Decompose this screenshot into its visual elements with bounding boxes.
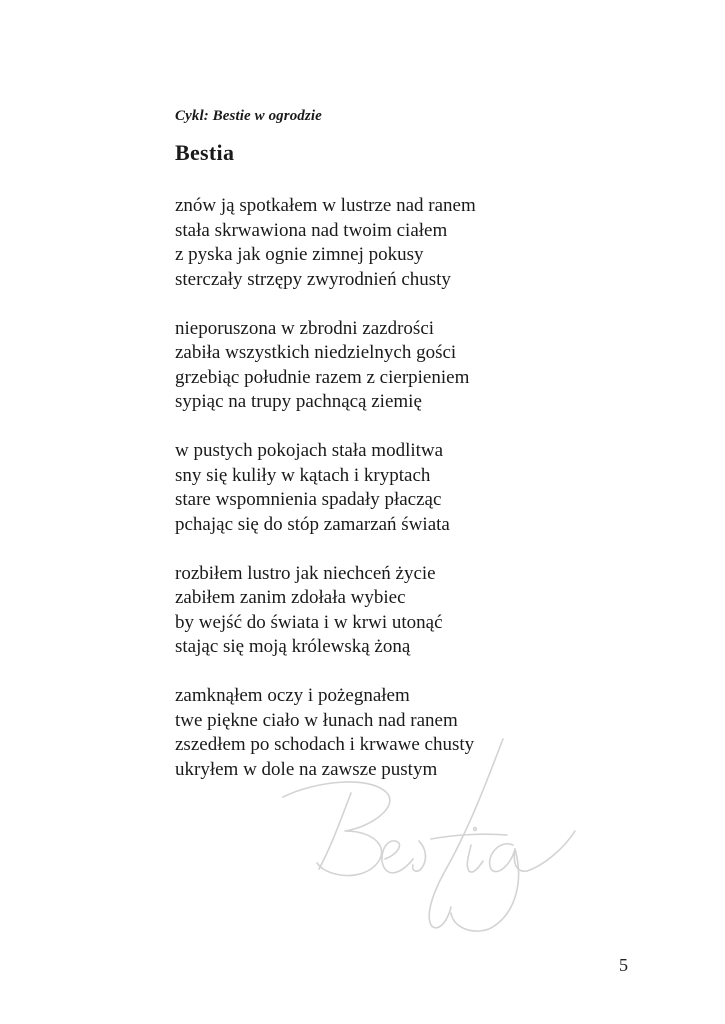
poem-line: sterczały strzępy zwyrodnień chusty [175, 268, 451, 290]
poem-line: sypiąc na trupy pachnącą ziemię [175, 391, 422, 412]
poem-line: nieporuszona w zbrodni zazdrości [175, 317, 435, 339]
cycle-subtitle: Cykl: Bestie w ogrodzie [175, 108, 322, 124]
poem-line: sny się kuliły w kątach i kryptach [175, 464, 431, 486]
poem-line: grzebiąc południe razem z cierpieniem [175, 366, 470, 388]
poem-line: stare wspomnienia spadały płacząc [175, 489, 442, 510]
stanza-2 [175, 317, 575, 415]
stanza-1 [175, 194, 575, 292]
poem-line: ukryłem w dole na zawsze pustym [175, 758, 438, 780]
poem-title: Bestia [175, 140, 235, 165]
poem-line: by wejść do świata i w krwi utonąć [175, 611, 443, 633]
page-number: 5 [619, 955, 628, 975]
poem-line: rozbiłem lustro jak niechceń życie [175, 562, 436, 584]
poem-body [175, 194, 575, 807]
poem-line: w pustych pokojach stała modlitwa [175, 440, 444, 461]
poem-line: twe piękne ciało w łunach nad ranem [175, 709, 458, 731]
poem-line: zszedłem po schodach i krwawe chusty [175, 734, 475, 755]
poem-line: z pyska jak ognie zimnej pokusy [175, 244, 424, 265]
poem-line: pchając się do stóp zamarzań świata [175, 513, 450, 535]
stanza-4 [175, 562, 575, 660]
stanza-5 [175, 684, 575, 782]
poem-line: stała skrwawiona nad twoim ciałem [175, 219, 448, 241]
poem-line: znów ją spotkałem w lustrze nad ranem [175, 195, 476, 216]
poem-line: zamknąłem oczy i pożegnałem [175, 685, 410, 706]
poem-line: zabiłem zanim zdołała wybiec [175, 587, 406, 608]
stanza-3 [175, 439, 575, 537]
poem-line: stając się moją królewską żoną [175, 636, 411, 657]
poem-line: zabiła wszystkich niedzielnych gości [175, 342, 457, 363]
